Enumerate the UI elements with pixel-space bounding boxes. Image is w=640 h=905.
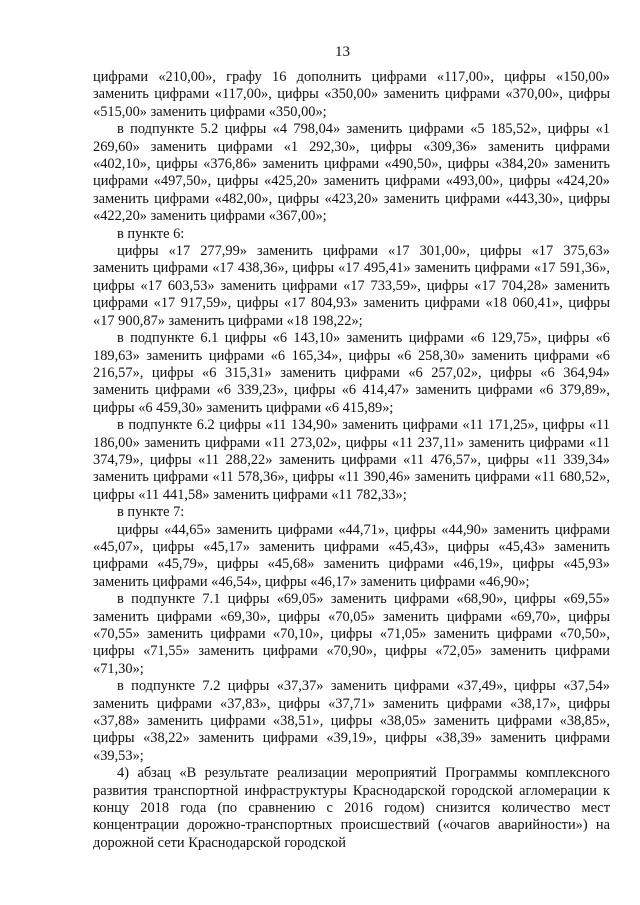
document-body [93, 69, 610, 852]
page-number: 13 [335, 44, 350, 60]
paragraph-point-7-heading: в пункте 7: [117, 504, 185, 521]
paragraph-subpoint-6-1: в подпункте 6.1 цифры «6 143,10» заменить цифрами «6 129,75», цифры «6 189,63» заменить цифрами «6 165,34», цифры «6 258,30» заменить цифрами «6 216,57», цифры «6 315,31» заменить цифрами «6 257,02», цифры «6 364,94» заменить цифрами «6 339,23», цифры «6 414,47» заменить цифрами «6 379,89», цифры «6 459,30» заменить цифрами «6 415,89»; [93, 330, 610, 416]
paragraph-subpoint-7-2: в подпункте 7.2 цифры «37,37» заменить цифрами «37,49», цифры «37,54» заменить цифрами «37,83», цифры «37,71» заменить цифрами «38,17», цифры «37,88» заменить цифрами «38,51», цифры «38,05» заменить цифрами «38,85», цифры «38,22» заменить цифрами «39,19», цифры «38,39» заменить цифрами «39,53»; [93, 678, 610, 764]
paragraph-subpoint-6-2: в подпункте 6.2 цифры «11 134,90» заменить цифрами «11 171,25», цифры «11 186,00» заменить цифрами «11 273,02», цифры «11 237,11» заменить цифрами «11 374,79», цифры «11 288,22» заменить цифрами «11 476,57», цифры «11 339,34» заменить цифрами «11 578,36», цифры «11 390,46» заменить цифрами «11 680,52», цифры «11 441,58» заменить цифрами «11 782,33»; [93, 417, 610, 503]
paragraph-continuation: цифрами «210,00», графу 16 дополнить цифрами «117,00», цифры «150,00» заменить цифрами «117,00», цифры «350,00» заменить цифрами «370,00», цифры «515,00» заменить цифрами «350,00»; [93, 69, 610, 120]
paragraph-point-7: цифры «44,65» заменить цифрами «44,71», цифры «44,90» заменить цифрами «45,07», цифры «45,17» заменить цифрами «45,43», цифры «45,43» заменить цифрами «45,79», цифры «45,68» заменить цифрами «46,19», цифры «45,93» заменить цифрами «46,54», цифры «46,17» заменить цифрами «46,90»; [93, 521, 610, 590]
paragraph-point-6: цифры «17 277,99» заменить цифрами «17 301,00», цифры «17 375,63» заменить цифрами «17 438,36», цифры «17 495,41» заменить цифрами «17 591,36», цифры «17 603,53» заменить цифрами «17 733,59», цифры «17 704,28» заменить цифрами «17 917,59», цифры «17 804,93» заменить цифрами «18 060,41», цифры «17 900,87» заменить цифрами «18 198,22»; [93, 243, 610, 329]
paragraph-point-6-heading: в пункте 6: [117, 225, 185, 242]
paragraph-subpoint-7-1: в подпункте 7.1 цифры «69,05» заменить цифрами «68,90», цифры «69,55» заменить цифрами «69,30», цифры «70,05» заменить цифрами «69,70», цифры «70,55» заменить цифрами «70,10», цифры «71,05» заменить цифрами «70,50», цифры «71,55» заменить цифрами «70,90», цифры «72,05» заменить цифрами «71,30»; [93, 591, 610, 677]
paragraph-subpoint-5-2: в подпункте 5.2 цифры «4 798,04» заменить цифрами «5 185,52», цифры «1 269,60» заменить цифрами «1 292,30», цифры «309,36» заменить цифрами «402,10», цифры «376,86» заменить цифрами «490,50», цифры «384,20» заменить цифрами «497,50», цифры «425,20» заменить цифрами «493,00», цифры «424,20» заменить цифрами «482,00», цифры «423,20» заменить цифрами «443,30», цифры «422,20» заменить цифрами «367,00»; [93, 121, 610, 225]
paragraph-item-4: 4) абзац «В результате реализации мероприятий Программы комплексного развития транспортной инфраструктуры Краснодарской городской агломерации к концу 2018 года (по сравнению с 2016 годом) снизится количество мест концентрации дорожно-транспортных происшествий («очагов аварийности») на дорожной сети Краснодарской городской [93, 765, 610, 851]
